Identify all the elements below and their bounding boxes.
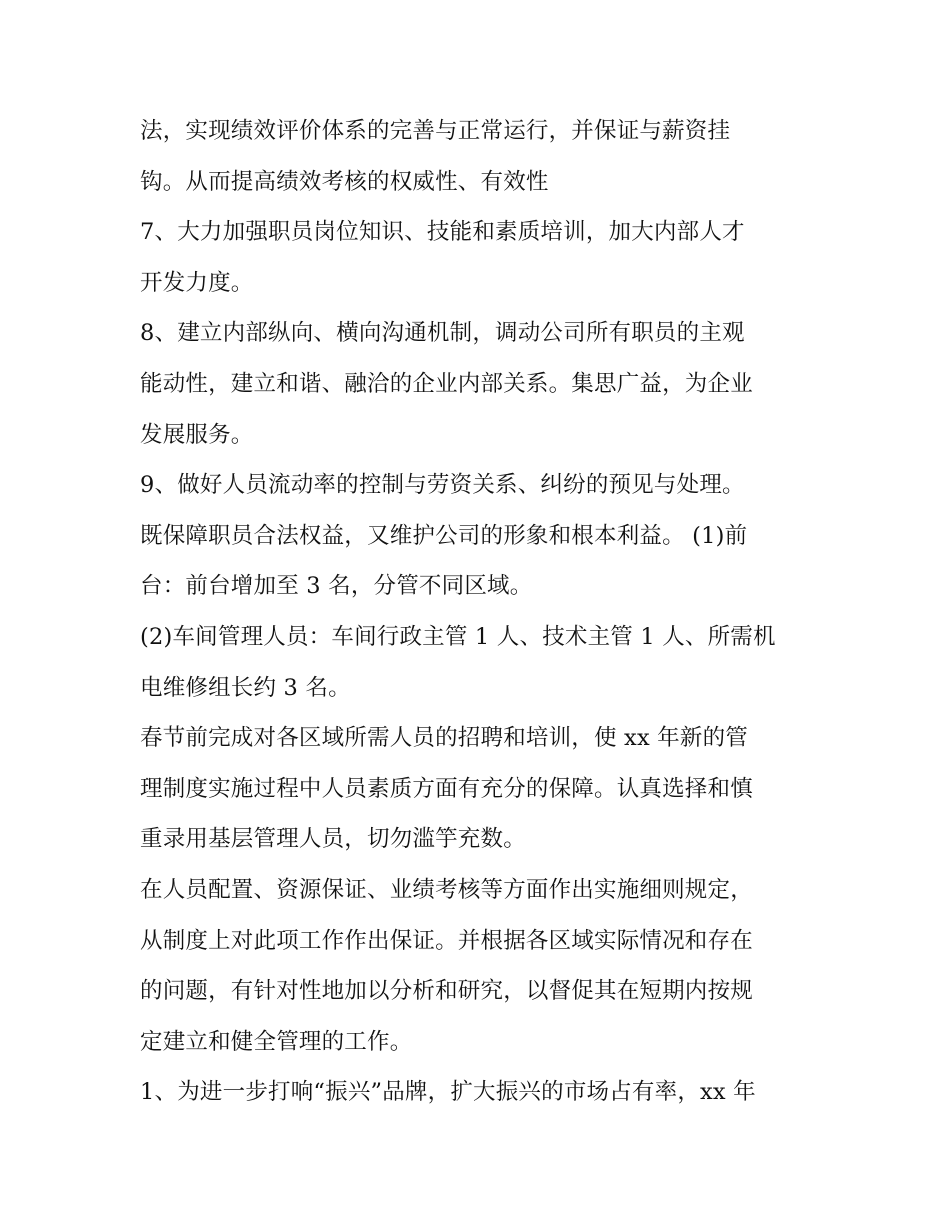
text-line: 在人员配置、资源保证、业绩考核等方面作出实施细则规定， [140, 876, 753, 903]
text-line: 的问题，有针对性地加以分析和研究，以督促其在短期内按规 [140, 978, 753, 1005]
text-line: 春节前完成对各区域所需人员的招聘和培训，使 xx 年新的管 [140, 725, 748, 752]
text-line: 9、做好人员流动率的控制与劳资关系、纠纷的预见与处理。 [140, 472, 745, 499]
text-line: 电维修组长约 3 名。 [140, 674, 351, 701]
text-line: (2)车间管理人员：车间行政主管 1 人、技术主管 1 人、所需机 [140, 623, 776, 650]
text-line: 理制度实施过程中人员素质方面有充分的保障。认真选择和慎 [140, 775, 753, 802]
text-line: 钩。从而提高绩效考核的权威性、有效性 [140, 168, 549, 195]
text-line: 7、大力加强职员岗位知识、技能和素质培训，加大内部人才 [140, 219, 745, 246]
text-line: 从制度上对此项工作作出保证。并根据各区域实际情况和存在 [140, 927, 753, 954]
text-line: 发展服务。 [140, 421, 254, 448]
text-line: 1、为进一步打响“振兴”品牌，扩大振兴的市场占有率，xx 年 [140, 1079, 756, 1106]
document-body [140, 106, 820, 1118]
text-line: 能动性，建立和谐、融洽的企业内部关系。集思广益，为企业 [140, 370, 753, 397]
text-line: 重录用基层管理人员，切勿滥竽充数。 [140, 826, 526, 853]
text-line: 法，实现绩效评价体系的完善与正常运行，并保证与薪资挂 [140, 118, 731, 144]
text-line: 台：前台增加至 3 名，分管不同区域。 [140, 573, 533, 600]
text-line: 8、建立内部纵向、横向沟通机制，调动公司所有职员的主观 [140, 320, 745, 347]
text-line: 开发力度。 [140, 269, 254, 296]
text-line: 既保障职员合法权益，又维护公司的形象和根本利益。 (1)前 [140, 522, 748, 549]
text-line: 定建立和健全管理的工作。 [140, 1028, 413, 1055]
